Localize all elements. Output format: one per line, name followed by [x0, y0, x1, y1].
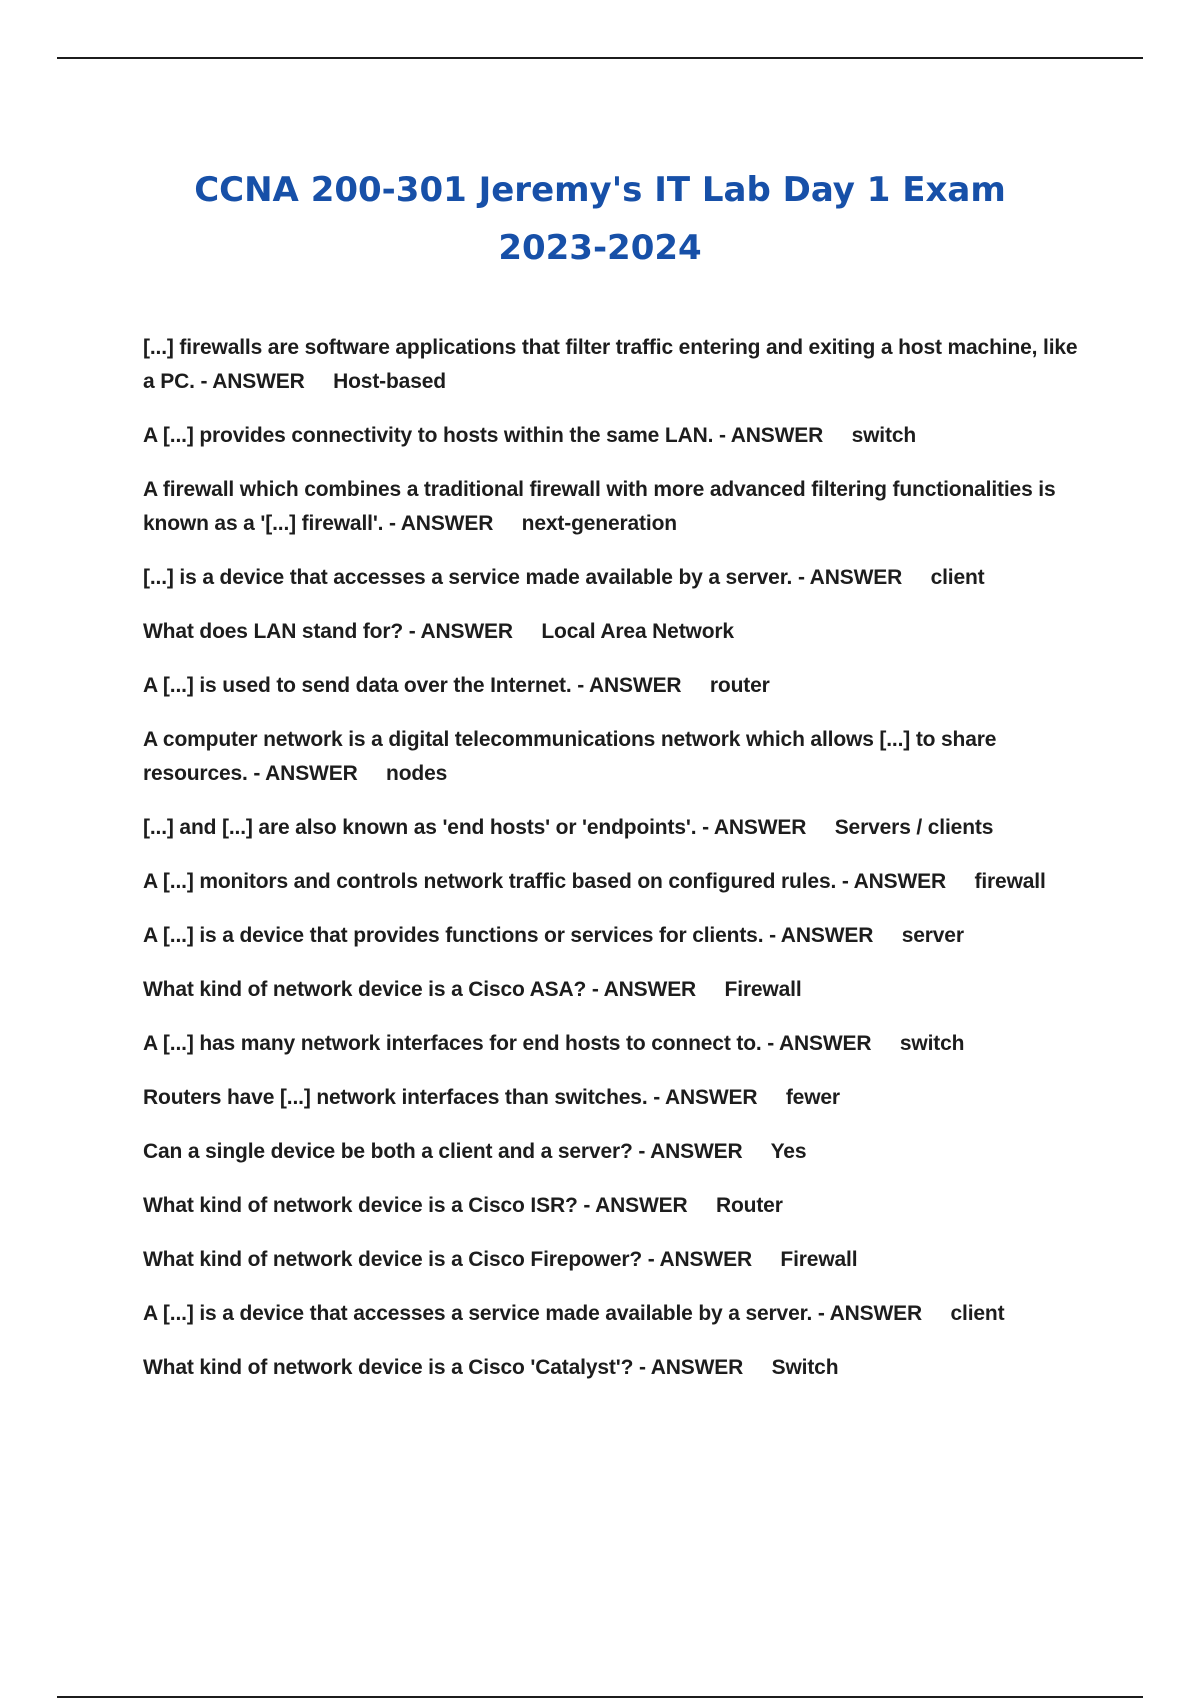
answer-marker: - ANSWER — [817, 1302, 923, 1325]
question-text: A firewall which combines a traditional firewall with more advanced filtering functionalities is known as a '[...] firewall'. — [143, 478, 1056, 535]
answer-marker: - ANSWER — [389, 512, 494, 535]
answer-text: firewall — [974, 870, 1046, 893]
answer-marker: - ANSWER — [583, 1194, 688, 1217]
answer-marker: - ANSWER — [797, 566, 903, 589]
qa-item — [143, 419, 1093, 453]
answer-marker: - ANSWER — [767, 1032, 872, 1055]
qa-item — [143, 1297, 1093, 1331]
top-rule — [57, 57, 1143, 59]
answer-marker: - ANSWER — [200, 370, 305, 393]
answer-text: Yes — [770, 1140, 807, 1163]
question-text: A [...] is a device that provides functions or services for clients. — [143, 924, 764, 947]
question-text: A [...] has many network interfaces for end hosts to connect to. — [143, 1032, 762, 1055]
answer-marker: - ANSWER — [638, 1356, 744, 1379]
answer-text: Local Area Network — [541, 620, 734, 643]
answer-marker: - ANSWER — [718, 424, 824, 447]
question-text: A [...] is used to send data over the Internet. — [143, 674, 572, 697]
question-text: What kind of network device is a Cisco Firepower? — [143, 1248, 643, 1271]
question-text: A computer network is a digital telecommunications network which allows [...] to share resources. — [143, 728, 997, 785]
bottom-rule — [57, 1696, 1143, 1698]
answer-marker: - ANSWER — [638, 1140, 743, 1163]
qa-item — [143, 331, 1093, 399]
qa-item — [143, 561, 1093, 595]
qa-item — [143, 865, 1093, 899]
answer-text: Firewall — [780, 1248, 858, 1271]
answer-text: nodes — [386, 762, 448, 785]
answer-marker: - ANSWER — [702, 816, 807, 839]
question-text: A [...] provides connectivity to hosts within the same LAN. — [143, 424, 714, 447]
question-text: What kind of network device is a Cisco 'Catalyst'? — [143, 1356, 634, 1379]
qa-item — [143, 1027, 1093, 1061]
qa-item — [143, 1189, 1093, 1223]
question-text: Can a single device be both a client and a server? — [143, 1140, 633, 1163]
question-text: What kind of network device is a Cisco ASA? — [143, 978, 587, 1001]
answer-text: client — [950, 1302, 1005, 1325]
answer-marker: - ANSWER — [591, 978, 697, 1001]
answer-text: fewer — [785, 1086, 840, 1109]
qa-item — [143, 473, 1093, 541]
answer-text: switch — [899, 1032, 965, 1055]
answer-marker: - ANSWER — [653, 1086, 758, 1109]
qa-item — [143, 1135, 1093, 1169]
answer-marker: - ANSWER — [769, 924, 874, 947]
qa-item — [143, 811, 1093, 845]
answer-text: Servers / clients — [834, 816, 994, 839]
answer-marker: - ANSWER — [647, 1248, 752, 1271]
qa-item — [143, 919, 1093, 953]
answer-text: Host-based — [333, 370, 446, 393]
answer-marker: - ANSWER — [841, 870, 947, 893]
answer-text: next-generation — [521, 512, 677, 535]
answer-text: server — [901, 924, 964, 947]
page-title — [100, 161, 1100, 277]
title-line-2: 2023-2024 — [498, 227, 702, 268]
qa-item — [143, 1081, 1093, 1115]
answer-text: Switch — [771, 1356, 839, 1379]
answer-marker: - ANSWER — [577, 674, 682, 697]
answer-text: switch — [851, 424, 917, 447]
qa-item — [143, 1243, 1093, 1277]
question-text: Routers have [...] network interfaces than switches. — [143, 1086, 648, 1109]
question-text: A [...] is a device that accesses a service made available by a server. — [143, 1302, 813, 1325]
question-answer-list — [143, 331, 1093, 1405]
answer-text: Router — [715, 1194, 783, 1217]
question-text: What kind of network device is a Cisco ISR? — [143, 1194, 578, 1217]
answer-marker: - ANSWER — [408, 620, 513, 643]
qa-item — [143, 669, 1093, 703]
question-text: A [...] monitors and controls network traffic based on configured rules. — [143, 870, 837, 893]
question-text: [...] and [...] are also known as 'end hosts' or 'endpoints'. — [143, 816, 697, 839]
qa-item — [143, 615, 1093, 649]
answer-text: Firewall — [724, 978, 802, 1001]
answer-text: client — [930, 566, 985, 589]
qa-item — [143, 723, 1093, 791]
question-text: What does LAN stand for? — [143, 620, 404, 643]
answer-marker: - ANSWER — [253, 762, 358, 785]
question-text: [...] firewalls are software applications that filter traffic entering and exiting a host machine, like a PC. — [143, 336, 1078, 393]
qa-item — [143, 973, 1093, 1007]
title-line-1: CCNA 200-301 Jeremy's IT Lab Day 1 Exam — [194, 169, 1006, 210]
qa-item — [143, 1351, 1093, 1385]
question-text: [...] is a device that accesses a service made available by a server. — [143, 566, 793, 589]
answer-text: router — [709, 674, 770, 697]
